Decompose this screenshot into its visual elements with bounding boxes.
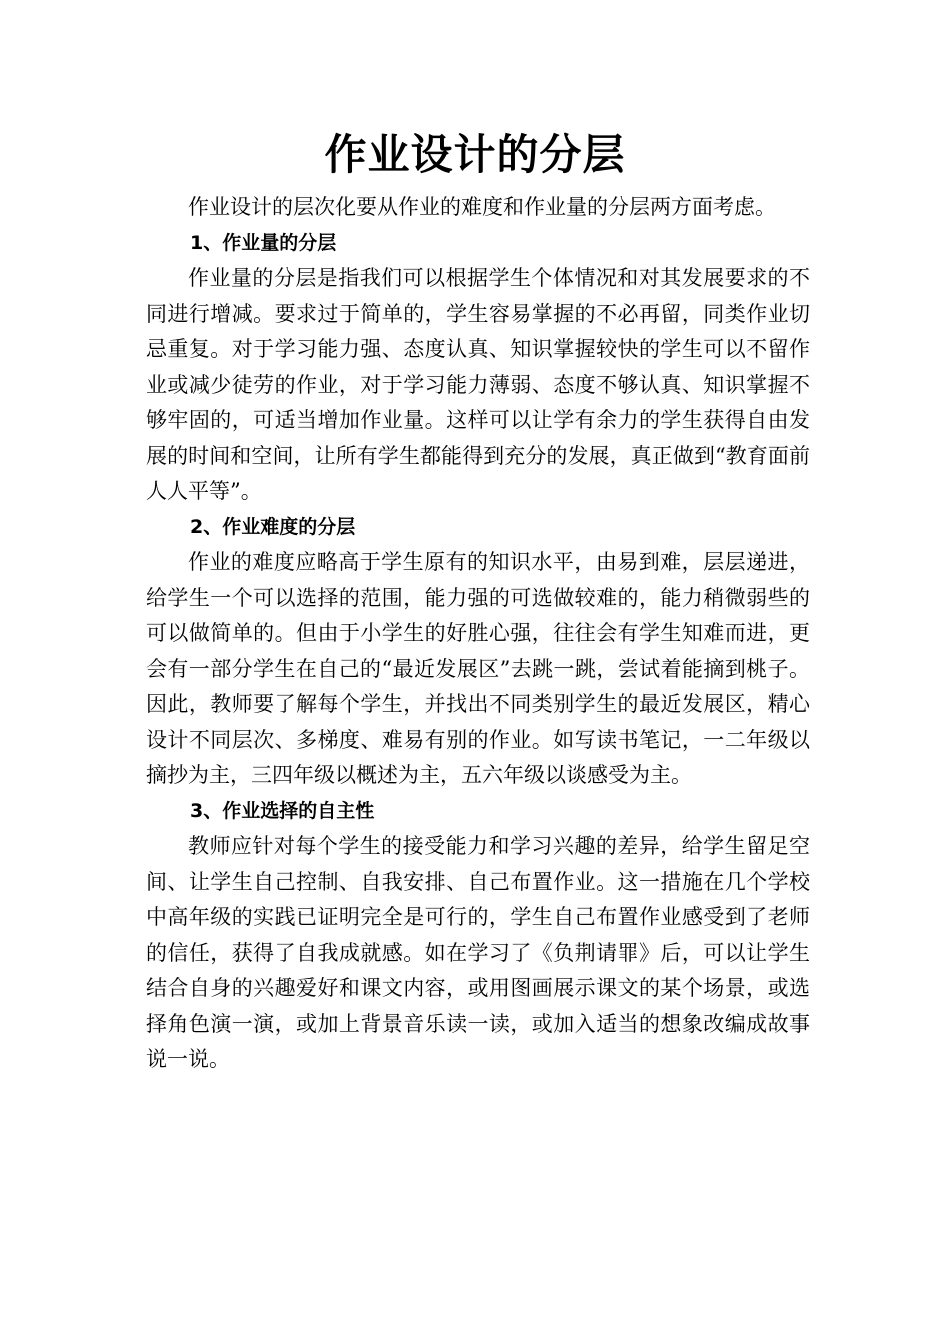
- intro-paragraph: 作业设计的层次化要从作业的难度和作业量的分层两方面考虑。: [188, 195, 776, 219]
- section-heading-difficulty: 2、作业难度的分层: [190, 515, 356, 538]
- document-body: [146, 190, 810, 1078]
- section-heading-autonomy: 3、作业选择的自主性: [190, 799, 375, 822]
- section-heading-workload: 1、作业量的分层: [190, 231, 337, 254]
- section-paragraph-workload: 作业量的分层是指我们可以根据学生个体情况和对其发展要求的不同进行增减。要求过于简单的，学生容易掌握的不必再留，同类作业切忌重复。对于学习能力强、态度认真、知识掌握较快的学生可以不留作业或减少徒劳的作业，对于学习能力薄弱、态度不够认真、知识掌握不够牢固的，可适当增加作业量。这样可以让学有余力的学生获得自由发展的时间和空间，让所有学生都能得到充分的发展，真正做到“教育面前人人平等”。: [146, 266, 810, 503]
- section-paragraph-autonomy: 教师应针对每个学生的接受能力和学习兴趣的差异，给学生留足空间、让学生自己控制、自我安排、自己布置作业。这一措施在几个学校中高年级的实践已证明完全是可行的，学生自己布置作业感受到了老师的信任，获得了自我成就感。如在学习了《负荆请罪》后，可以让学生结合自身的兴趣爱好和课文内容，或用图画展示课文的某个场景，或选择角色演一演，或加上背景音乐读一读，或加入适当的想象改编成故事说一说。: [146, 834, 810, 1071]
- page-title: 作业设计的分层: [324, 130, 626, 179]
- section-paragraph-difficulty: 作业的难度应略高于学生原有的知识水平，由易到难，层层递进，给学生一个可以选择的范围，能力强的可选做较难的，能力稍微弱些的可以做简单的。但由于小学生的好胜心强，往往会有学生知难而进，更会有一部分学生在自己的“最近发展区”去跳一跳，尝试着能摘到桃子。因此，教师要了解每个学生，并找出不同类别学生的最近发展区，精心设计不同层次、多梯度、难易有别的作业。如写读书笔记，一二年级以摘抄为主，三四年级以概述为主，五六年级以谈感受为主。: [146, 550, 810, 787]
